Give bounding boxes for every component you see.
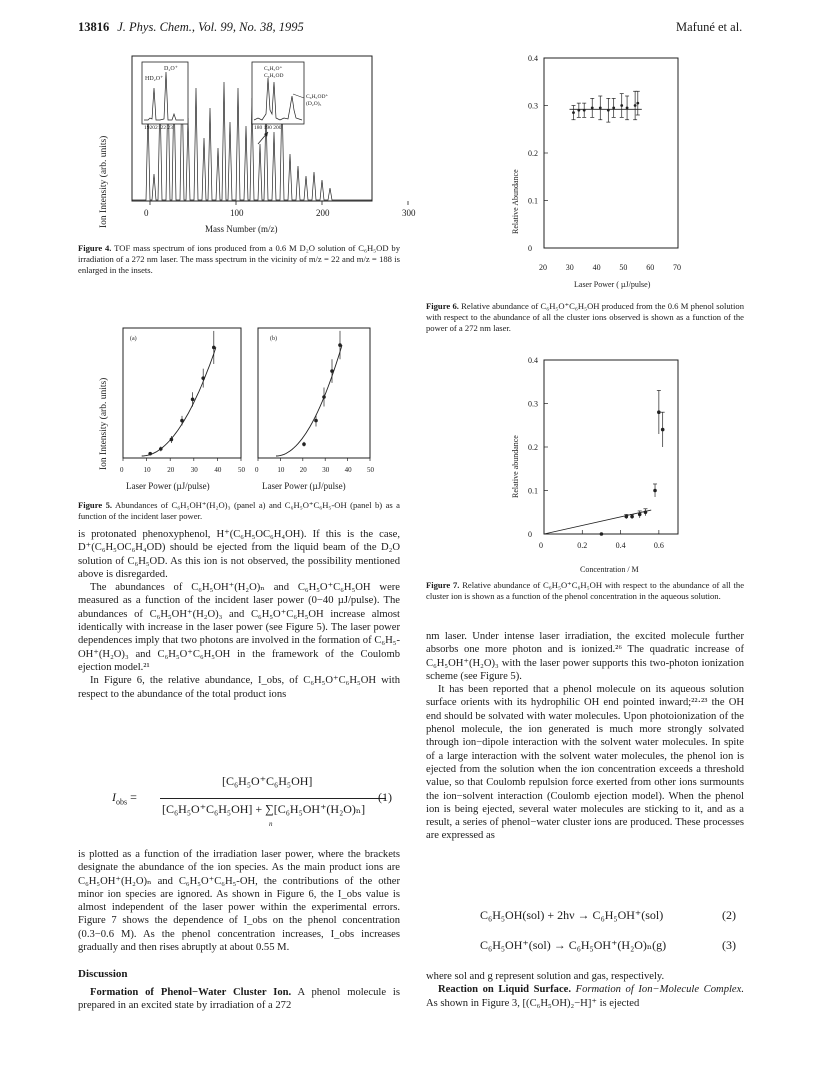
fig7-ytick-label: 0.3 (528, 399, 538, 409)
fig4-inset1-label-left: HD₂O⁺ (145, 76, 164, 82)
fig7-xtick-label: 0.2 (577, 541, 588, 550)
fig6-xtick-label: 30 (565, 263, 574, 272)
right-paragraph-1: nm laser. Under intense laser irradiation, the excited molecule further absorbs one more photon and is ionized.²⁶ The quadratic increase of C₆H₅OH⁺(H₂O)₃ with the laser power supports this two-photon ionization scheme (see Figure 5). (426, 631, 744, 682)
fig7-data-point (657, 410, 661, 414)
fig6-xtick-label: 40 (592, 263, 601, 272)
fig4-xticks (144, 201, 416, 218)
fig4-inset1-label-top: D₂O⁺ (164, 66, 178, 72)
right-column-text-2 (426, 970, 744, 1010)
right-paragraph-2: It has been reported that a phenol molecule on its aqueous solution surface orients with its hydrophilic OH end pointed inward;²²·²³ the OH end should be solvated with water molecules. Upon photoionization of the phenol molecule, the ion generated is much more strongly solvated through ion−dipole interaction with the solvent water molecules. In spite of a large interaction with the solvent water molecules, the phenol ion is ejected from the solution when the ion concentration exceeds a threshold value, so that Coulomb repulsion force exerted from other ions surmounts the ion−solvent interaction (Coulomb ejection model). When the phenol ion is being ejected, several water molecules are sticking to it, and as a result, a series of phenol−water cluster ions are produced. These processes are expressed as (426, 684, 744, 842)
left-column-text-3 (78, 986, 400, 1013)
fig7-ytick-label: 0.1 (528, 486, 538, 496)
fig5b-data-point (322, 395, 326, 399)
fig7-ytick-label: 0.4 (528, 356, 538, 365)
fig5-xtick-label: 0 (120, 466, 124, 474)
fig6-ylabel: Relative Abundance (511, 169, 520, 234)
eq3-body: C₆H₅OH⁺(sol) → C₆H₅OH⁺(H₂O)ₙ(g) (480, 938, 667, 952)
figure-7-caption-text: Relative abundance of C₆H₅O⁺C₆H₅OH with respect to the abundance of all the cluster ion is shown as a function of the phenol concentration in the aqueous solution. (426, 580, 745, 602)
left-paragraph-2: The abundances of C₆H₅OH⁺(H₂O)ₙ and C₆H₅O⁺C₆H₅OH were measured as a function of the incident laser power (0−40 µJ/pulse). The abundances of C₆H₅OH⁺(H₂O)₃ and C₆H₅O⁺C₆H₅OH increase almost identically with increase in the laser power (see Figure 5). The laser power dependences imply that two photons are involved in the formation of C₆H₅-OH⁺(H₂O)₃ and C₆H₅O⁺C₆H₅OH in the framework of the Coulomb ejection model.²¹ (78, 582, 400, 673)
fig7-fit-line (544, 510, 651, 534)
eq1-lhs-subscript: obs (116, 797, 128, 807)
fig6-ytick-label: 0.3 (528, 101, 538, 111)
figure-4-plot (78, 48, 416, 238)
figure-7-caption (426, 580, 744, 602)
fig5-xtick-label: 0 (255, 466, 259, 474)
fig7-data-point (661, 428, 665, 432)
figure-6-caption-label: Figure 6. (426, 301, 459, 311)
right-paragraph-3: where sol and g represent solution and gas, respectively. (426, 971, 665, 982)
fig5-panel-a-data (142, 331, 216, 456)
fig5-xtick-label: 40 (214, 466, 222, 474)
fig7-xlabel: Concentration / M (580, 565, 639, 574)
right-column-text (426, 630, 744, 843)
fig5a-data-point (191, 398, 195, 402)
figure-6-caption-text: Relative abundance of C₆H₅O⁺C₆H₅OH produced from the 0.6 M phenol solution with respect to the abundance of all the cluster ions observed is shown as a function of the power of a 272 nm laser. (426, 301, 744, 334)
left-column-text-2 (78, 848, 400, 954)
eq1-lhs-symbol: I (112, 790, 116, 804)
figure-5 (78, 320, 408, 495)
fig4-xtick-label: 0 (144, 208, 149, 218)
fig5b-data-point (302, 442, 306, 446)
figure-6-plot (494, 48, 734, 310)
right-paragraph-4: As shown in Figure 3, [(C₆H₅OH)₂−H]⁺ is ejected (426, 997, 640, 1009)
fig6-data-point (620, 104, 623, 107)
fig6-axes (528, 54, 681, 272)
fig5b-data-point (338, 343, 342, 347)
fig7-ylabel: Relative abundance (511, 435, 520, 498)
fig5-panel-b-data (276, 331, 342, 456)
fig4-inset2-label-c: C₆H₅OD⁺ (306, 94, 329, 100)
fig4-xlabel: Mass Number (m/z) (205, 224, 278, 234)
fig5a-data-point (159, 447, 163, 451)
fig6-frame (544, 58, 678, 248)
fig7-data-point (644, 510, 648, 514)
fig6-data-point (612, 106, 615, 109)
fig4-inset1-ticks: 19202122 23 (144, 125, 173, 131)
fig5-panel-b-label: (b) (270, 336, 277, 342)
fig6-data-point (583, 109, 586, 112)
fig5-xtick-label: 40 (344, 466, 352, 474)
fig6-data-point (634, 104, 637, 107)
fig4-ylabel: Ion Intensity (arb. units) (99, 135, 109, 228)
fig6-data-point (636, 102, 639, 105)
fig5a-data-point (212, 346, 216, 350)
figure-4 (78, 48, 416, 238)
fig6-data-point (626, 106, 629, 109)
fig5-xticks (120, 458, 375, 474)
fig6-xlabel: Laser Power ( µJ/pulse) (574, 280, 651, 289)
fig5-xtick-label: 50 (367, 466, 374, 474)
left-paragraph-5: A phenol molecule is prepared in an excited state by irradiation of a 272 (78, 987, 400, 1012)
author-header: Mafuné et al. (676, 20, 743, 34)
fig6-xtick-label: 60 (646, 263, 655, 272)
fig5-xtick-label: 50 (238, 466, 245, 474)
fig6-xtick-label: 50 (619, 263, 628, 272)
fig5-xlabel-b: Laser Power (µJ/pulse) (262, 481, 346, 491)
fig5-xtick-label: 30 (190, 466, 198, 474)
fig7-xtick-label: 0 (539, 541, 543, 550)
journal-citation: J. Phys. Chem., Vol. 99, No. 38, 1995 (117, 20, 304, 34)
fig6-data (569, 91, 641, 122)
eq1-numerator: [C₆H₅O⁺C₆H₅OH] (222, 774, 313, 788)
figure-4-caption (78, 243, 400, 277)
fig6-ytick-label: 0.4 (528, 54, 538, 63)
fig5b-data-point (330, 369, 334, 373)
fig4-inset2-label-d: (D₂O)₅ (306, 101, 322, 107)
figure-5-caption-label: Figure 5. (78, 500, 113, 510)
fig5-xtick-label: 10 (277, 466, 285, 474)
running-header (78, 20, 304, 35)
left-paragraph-3: In Figure 6, the relative abundance, I_obs, of C₆H₅O⁺C₆H₅OH with respect to the abundance of the total product ions (78, 675, 400, 700)
fig6-data-point (577, 109, 580, 112)
left-column-text (78, 528, 400, 701)
reaction-heading: Reaction on Liquid Surface. (438, 984, 572, 996)
left-paragraph-4: is plotted as a function of the irradiation laser power, where the brackets designate the abundance of the ion species. As the main product ions are C₆H₅OH⁺(H₂O)ₙ and C₆H₅O⁺C₆H₅-OH, the contributions of the other minor ion species are ignored. As shown in Figure 6, the I_obs value is almost independent of the laser power within the experimental errors. Figure 7 shows the dependence of I_obs on the phenol concentration (0.3−0.6 M). As the phenol concentration increases, I_obs increases gradually and then rises abruptly at about 0.55 M. (78, 849, 400, 954)
fig5a-data-point (180, 419, 184, 423)
fig7-data (544, 390, 665, 535)
figure-5-caption (78, 500, 400, 522)
page-number: 13816 (78, 20, 110, 34)
figure-7-caption-label: Figure 7. (426, 580, 460, 590)
figure-6-caption (426, 301, 744, 335)
fig7-ytick-label: 0.2 (528, 443, 538, 452)
fig7-data-point (653, 489, 657, 493)
figure-4-caption-label: Figure 4. (78, 243, 112, 253)
fig6-ytick-label: 0 (528, 244, 532, 253)
eq1-sum-index: n (269, 820, 273, 828)
fig5-xtick-label: 20 (299, 466, 307, 474)
fig5a-data-point (201, 376, 205, 380)
discussion-heading: Discussion (78, 968, 128, 980)
figure-6 (494, 48, 734, 310)
equation-1 (78, 768, 400, 840)
fig5-xtick-label: 20 (167, 466, 175, 474)
fig5a-data-point (170, 438, 174, 442)
figure-5-plot (78, 320, 408, 495)
fig7-xtick-label: 0.6 (653, 541, 664, 550)
eq1-number: (1) (378, 790, 392, 804)
figure-7 (494, 350, 734, 580)
fig5-xlabel-a: Laser Power (µJ/pulse) (126, 481, 210, 491)
figure-7-plot (494, 350, 734, 580)
fig4-inset2-label-b: C₆H₅OD (264, 73, 284, 79)
fig7-data-point (638, 513, 642, 517)
fig4-xtick-label: 300 (402, 208, 416, 218)
left-paragraph-1: is protonated phenoxyphenol, H⁺(C₆H₅OC₆H₄OH). If this is the case, D⁺(C₆H₅OC₆H₄OD) should be ejected from the liquid beam of the D₂O solution of C₆H₅OD. As this ion is not observed, the possibility mentioned above is disregarded. (78, 529, 400, 580)
eq1-denominator: [C₆H₅O⁺C₆H₅OH] + ∑[C₆H₅OH⁺(H₂O)ₙ] (162, 802, 366, 816)
fig5a-data-point (148, 452, 152, 456)
fig5-panel-a-label: (a) (130, 336, 137, 342)
fig5-xtick-label: 10 (143, 466, 151, 474)
fig4-xtick-label: 200 (316, 208, 330, 218)
fig7-xtick-label: 0.4 (615, 541, 626, 550)
fig5a-fit-curve (142, 347, 216, 456)
fig6-ytick-label: 0.1 (528, 196, 538, 206)
fig6-data-point (599, 106, 602, 109)
fig6-data-point (572, 111, 575, 114)
eq2-body: C₆H₅OH(sol) + 2hν → C₆H₅OH⁺(sol) (480, 908, 664, 922)
fig7-data-point (625, 515, 629, 519)
fig7-frame (544, 360, 678, 534)
eq2-number: (2) (722, 908, 736, 922)
fig6-data-point (591, 106, 594, 109)
fig5-panel-a-frame (123, 328, 241, 458)
fig6-xtick-label: 20 (539, 263, 547, 272)
subsection-heading: Formation of Phenol−Water Cluster Ion. (90, 987, 292, 998)
eq3-number: (3) (722, 938, 736, 952)
fig4-xtick-label: 100 (230, 208, 244, 218)
fig5b-data-point (314, 419, 318, 423)
fig7-data-point (600, 532, 604, 536)
figure-5-caption-text: Abundances of C₆H₅OH⁺(H₂O)₃ (panel a) and C₆H₅O⁺C₆H₅-OH (panel b) as a function of the incident laser power. (78, 500, 400, 522)
fig5-panel-b-frame (258, 328, 370, 458)
fig7-data-point (630, 515, 634, 519)
eq1-lhs: $I_{obs}$ = (112, 790, 137, 807)
figure-4-caption-text: TOF mass spectrum of ions produced from a 0.6 M D₂O solution of C₆H₅OD by irradiation of a 272 nm laser. The mass spectrum in the vicinity of m/z = 22 and m/z = 188 is enlarged in the insets. (78, 243, 401, 276)
eq1-fraction-bar (160, 798, 386, 799)
fig6-data-point (607, 109, 610, 112)
fig4-inset2-ticks: 180 190 200 (254, 125, 282, 131)
fig7-axes (528, 356, 664, 550)
fig4-inset2-label-a: C₆H₅O⁺ (264, 66, 283, 72)
fig6-xtick-label: 70 (673, 263, 681, 272)
fig5-ylabel: Ion Intensity (arb. units) (99, 377, 109, 470)
fig6-ytick-label: 0.2 (528, 149, 538, 158)
reaction-subheading: Formation of Ion−Molecule Complex. (575, 984, 744, 996)
fig5-xtick-label: 30 (322, 466, 330, 474)
fig7-ytick-label: 0 (528, 530, 532, 539)
